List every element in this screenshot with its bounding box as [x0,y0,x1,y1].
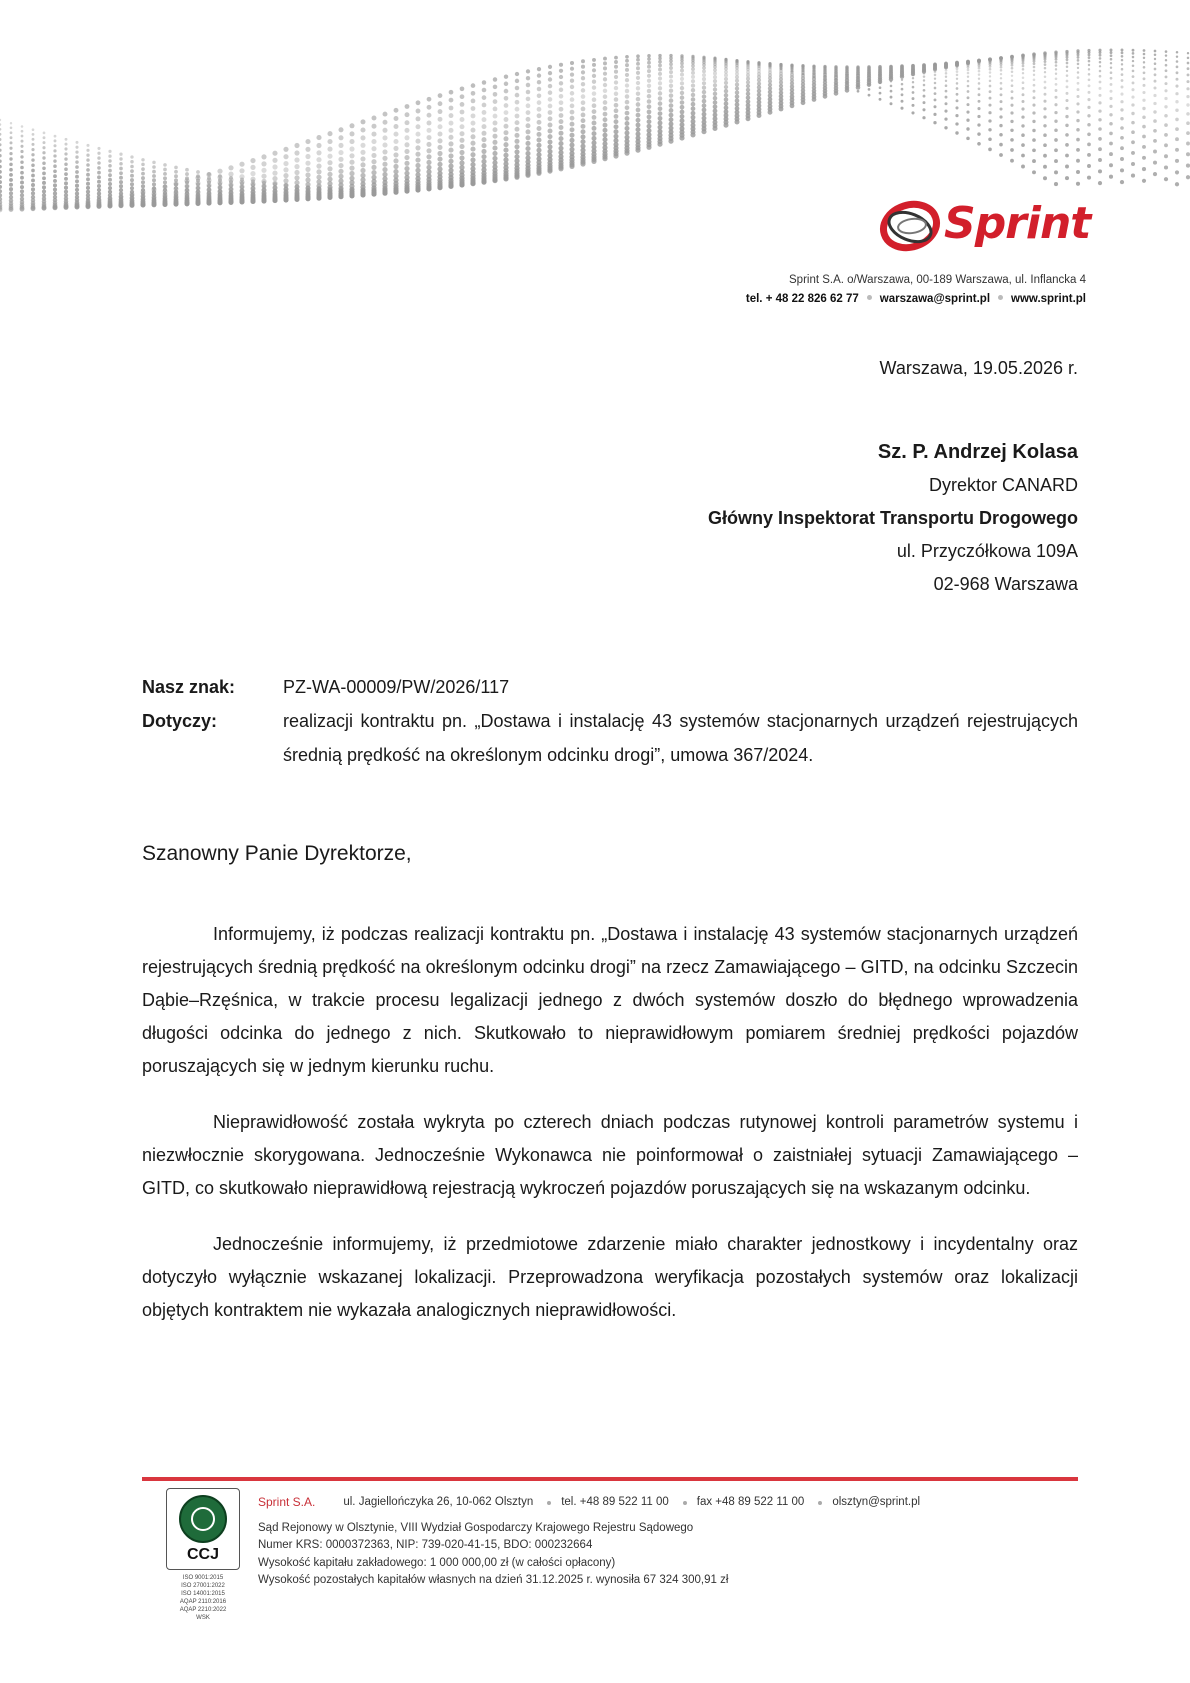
certification-list [166,1574,240,1622]
cert-item: ISO 14001:2015 [181,1591,225,1597]
footer-contact-row [258,1494,924,1512]
header-phone: tel. + 48 22 826 62 77 [745,293,859,305]
footer-fax: fax +48 89 522 11 00 [696,1496,805,1508]
subject-row [142,704,1078,772]
header-address: Sprint S.A. o/Warszawa, 00-189 Warszawa, ul. Inflancka 4 [789,274,1086,286]
separator-dot [867,295,872,300]
letter-body [142,918,1078,1350]
footer-info [258,1494,924,1590]
our-reference-row [142,670,1078,704]
ccj-logo [166,1488,240,1570]
footer-court: Sąd Rejonowy w Olsztynie, VIII Wydział Gospodarczy Krajowego Rejestru Sądowego [258,1521,694,1534]
recipient-title: Dyrektor CANARD [928,475,1078,495]
certification-badge [166,1488,240,1622]
cert-item: ISO 27001:2022 [181,1583,225,1589]
header-dotted-wave [0,0,1190,320]
header-contact [746,293,1086,305]
footer-phone: tel. +48 89 522 11 00 [561,1496,669,1508]
our-reference-label: Nasz znak: [142,677,236,697]
footer-capital: Wysokość kapitału zakładowego: 1 000 000,00 zł (w całości opłacony) [258,1556,616,1569]
recipient-street: ul. Przyczółkowa 109A [896,541,1078,561]
footer-company: Sprint S.A. [258,1495,316,1509]
footer-email[interactable]: olsztyn@sprint.pl [832,1496,921,1508]
cert-item: WSK [196,1615,210,1621]
cert-item: AQAP 2210:2022 [179,1607,227,1613]
subject-value: realizacji kontraktu pn. „Dostawa i instalację 43 systemów stacjonarnych urządzeń rejestrujących średnią prędkość na określonym odcinku drogi”, umowa 367/2024. [283,711,1078,765]
footer-address: ul. Jagiellończyka 26, 10-062 Olsztyn [343,1496,534,1508]
ccj-seal-icon [179,1495,227,1543]
sprint-logo [878,196,1091,256]
body-paragraph: Jednocześnie informujemy, iż przedmiotowe zdarzenie miało charakter jednostkowy i incydentalny oraz dotyczyło wyłącznie wskazanej lokalizacji. Przeprowadzona weryfikacja pozostałych systemów oraz lokalizacji objętych kontraktem nie wykazała analogicznych nieprawidłowości. [142,1234,1078,1320]
ccj-label: CCJ [186,1546,219,1563]
body-paragraph: Nieprawidłowość została wykryta po czterech dniach podczas rutynowej kontroli parametrów systemu i niezwłocznie skorygowana. Jednocześnie Wykonawca nie poinformował o zaistniałej sytuacji Zamawiającego – GITD, co skutkowało nieprawidłową rejestracją wykroczeń pojazdów poruszających się na wskazanym odcinku. [142,1112,1078,1198]
subject-label: Dotyczy: [142,711,218,731]
reference-block [142,670,1078,772]
body-paragraph: Informujemy, iż podczas realizacji kontraktu pn. „Dostawa i instalację 43 systemów stacjonarnych urządzeń rejestrujących średnią prędkość na określonym odcinku drogi” na rzecz Zamawiającego – GITD, na odcinku Szczecin Dąbie–Rzęśnica, w trakcie procesu legalizacji jednego z dwóch systemów doszło do błędnego wprowadzenia długości odcinka do jednego z nich. Skutkowało to nieprawidłowym pomiarem średniej prędkości pojazdów poruszających się w jednym kierunku ruchu. [142,924,1078,1076]
cert-item: ISO 9001:2015 [182,1575,224,1581]
footer-other-capital: Wysokość pozostałych kapitałów własnych na dzień 31.12.2025 r. wynosiła 67 324 300,91 zł [258,1574,729,1586]
logo-text: Sprint [944,198,1091,249]
logo-swirl-icon [878,196,942,256]
recipient-block [708,436,1078,601]
separator-dot [683,1501,687,1505]
header-email[interactable]: warszawa@sprint.pl [879,293,991,305]
letter-date: Warszawa, 19.05.2026 r. [879,358,1078,378]
separator-dot [998,295,1003,300]
recipient-city: 02-968 Warszawa [933,574,1078,594]
footer-divider [142,1477,1078,1481]
recipient-organization: Główny Inspektorat Transportu Drogowego [707,508,1078,528]
separator-dot [818,1501,822,1505]
salutation: Szanowny Panie Dyrektorze, [142,842,412,865]
header-website[interactable]: www.sprint.pl [1011,293,1086,305]
separator-dot [547,1501,551,1505]
recipient-name: Sz. P. Andrzej Kolasa [877,441,1078,463]
our-reference-value: PZ-WA-00009/PW/2026/117 [283,677,510,697]
footer-registry: Numer KRS: 0000372363, NIP: 739-020-41-15, BDO: 000232664 [258,1539,593,1551]
cert-item: AQAP 2110:2016 [179,1599,227,1605]
